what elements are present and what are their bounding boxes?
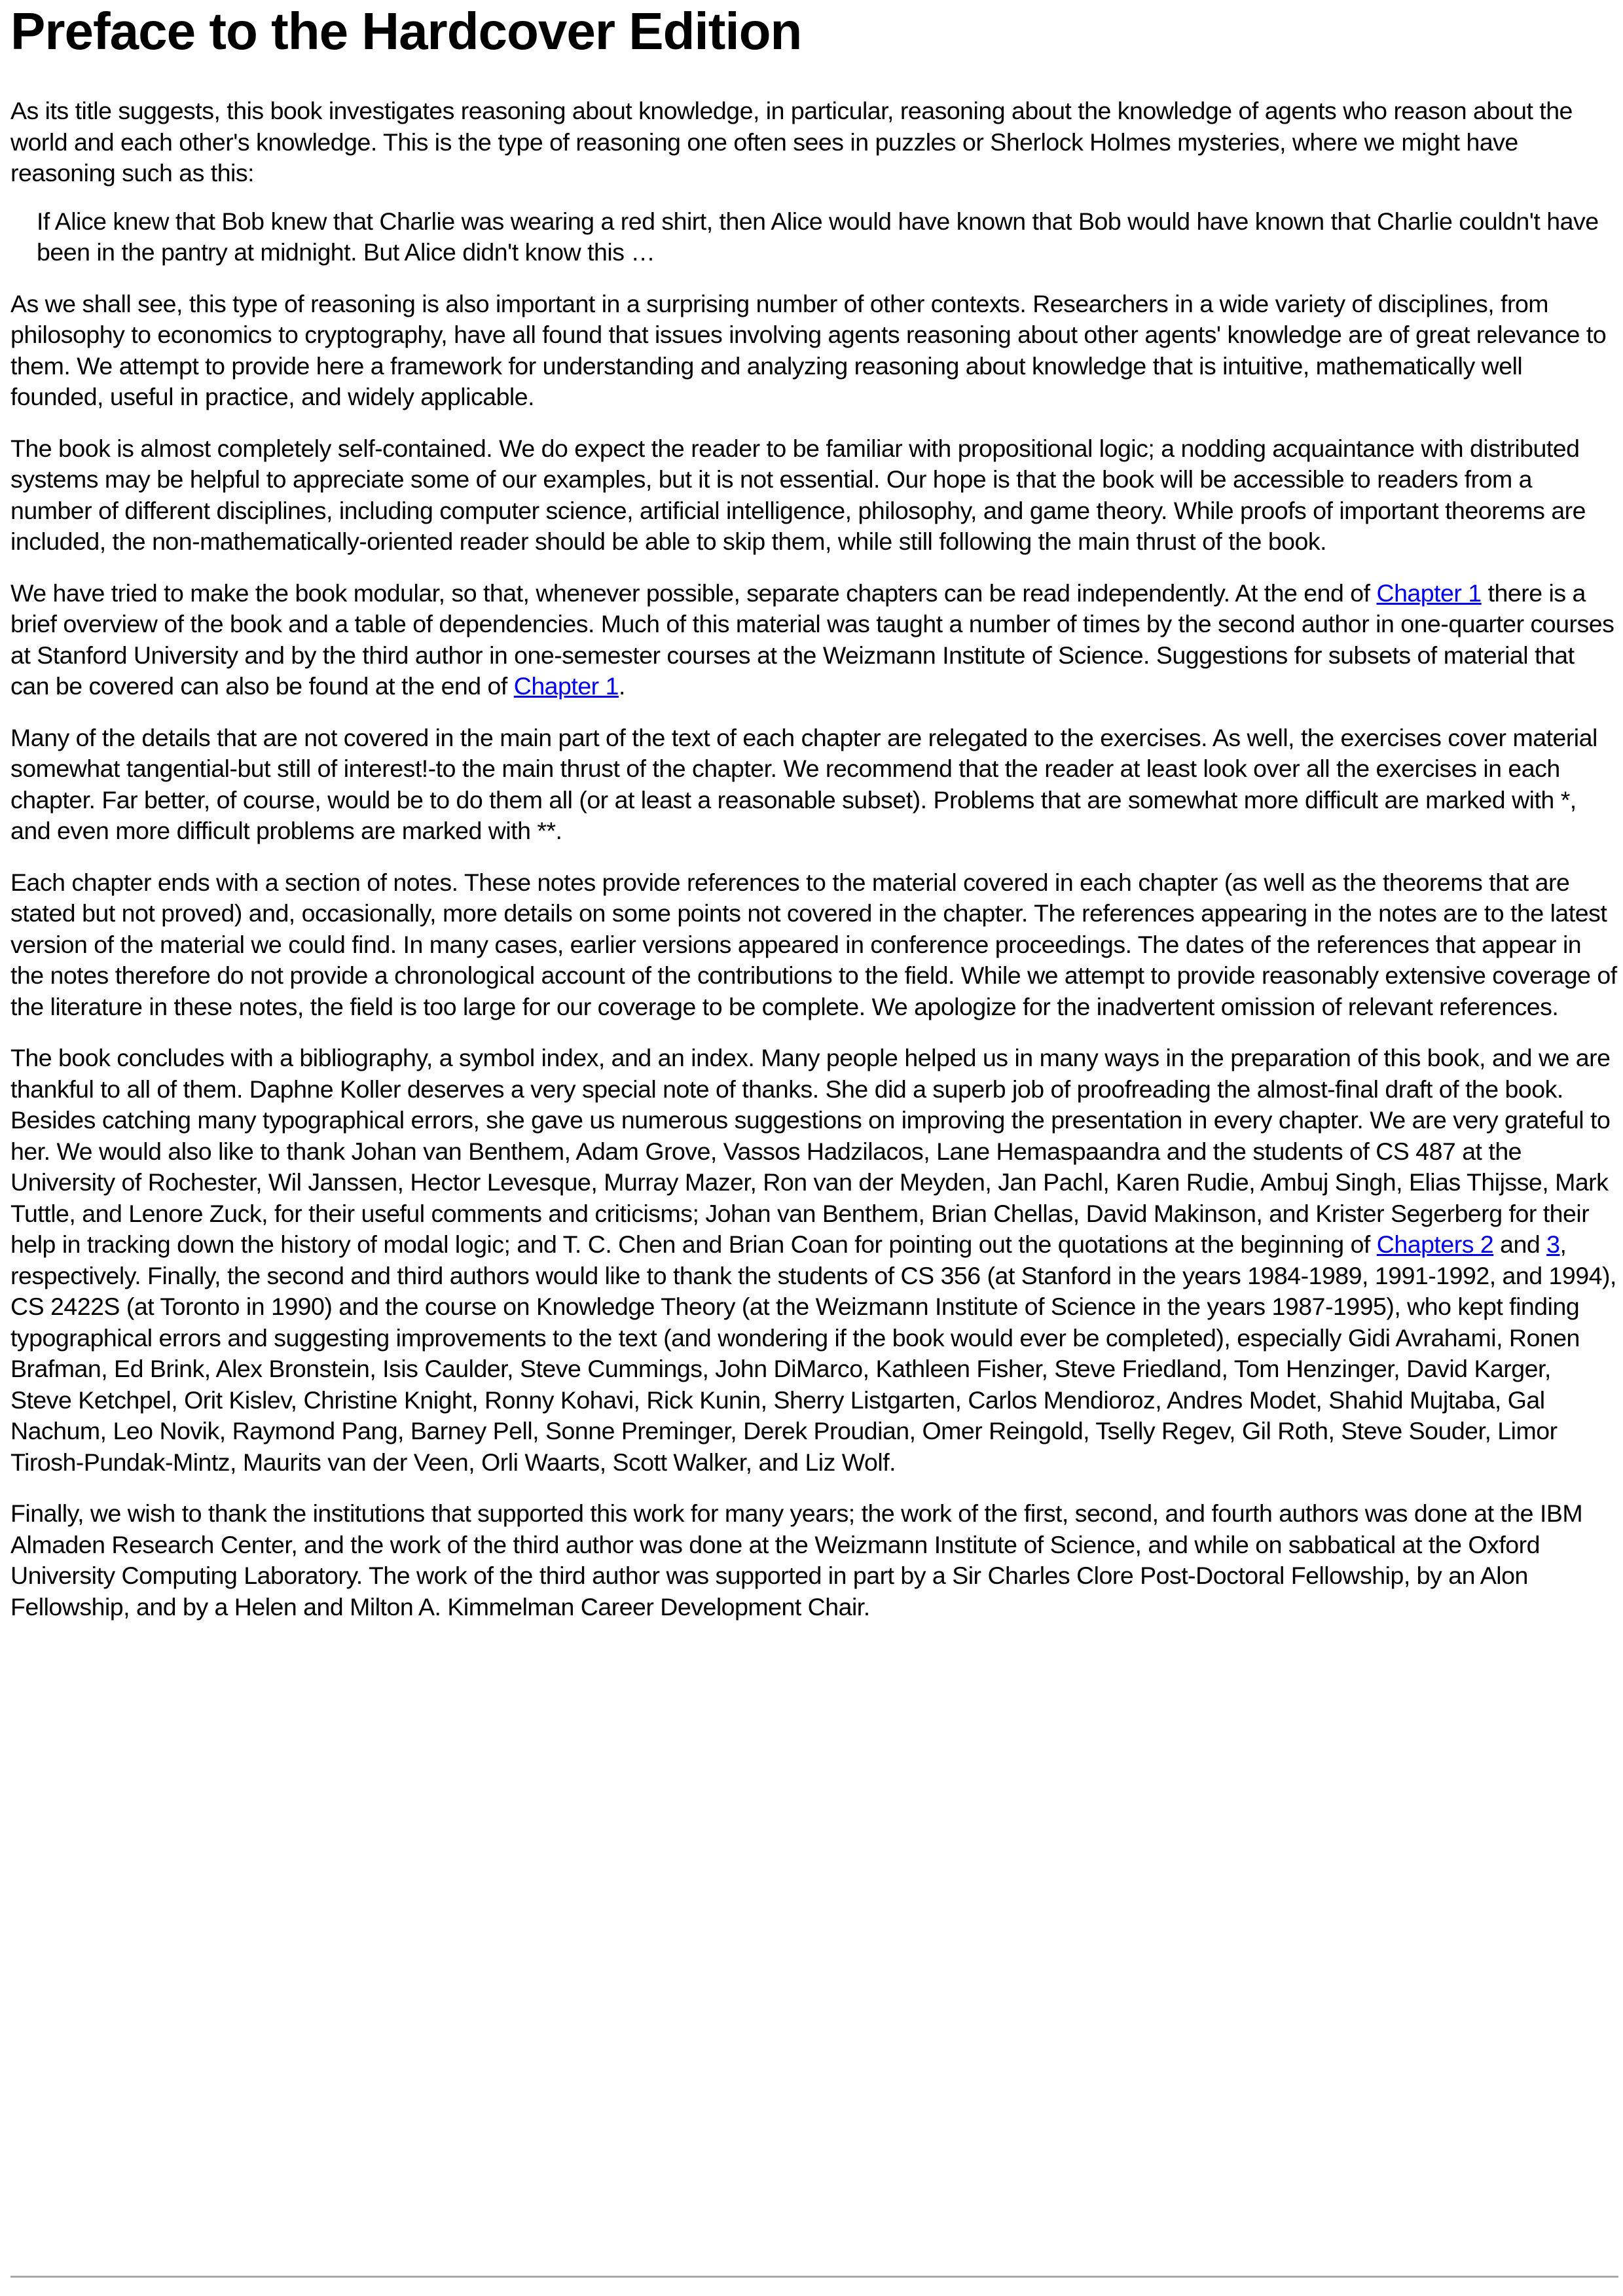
paragraph-intro: As its title suggests, this book investigates reasoning about knowledge, in particular, reasoning about the knowledge of agents who reason about the world and each other's knowledge. This is the type of reasoning one often sees in puzzles or Sherlock Holmes mysteries, where we might have reasoning such as this: <box>10 97 1573 187</box>
paragraph-contexts: As we shall see, this type of reasoning is also important in a surprising number of other contexts. Researchers in a wide variety of disciplines, from philosophy to economics to cryptography, have all found that issues involving agents reasoning about other agents' knowledge are of great relevance to them. We attempt to provide here a framework for understanding and analyzing reasoning about knowledge that is intuitive, mathematically well founded, useful in practice, and widely applicable. <box>10 289 1607 410</box>
text-segment: . <box>618 672 625 700</box>
text-segment: The book concludes with a bibliography, a symbol index, and an index. Many people helped us in many ways in the preparation of this book, and we are thankful to all of them. Daphne Koller deserves a very special note of thanks. She did a superb job of proofreading the almost-final draft of the book. Besides catching many typographical errors, she gave us numerous suggestions on improving the presentation in every chapter. We are very grateful to her. We would also like to thank Johan van Benthem, Adam Grove, Vassos Hadzilacos, Lane Hemaspaandra and the students of CS 487 at the University of Rochester, Wil Janssen, Hector Levesque, Murray Mazer, Ron van der Meyden, Jan Pachl, Karen Rudie, Ambuj Singh, Elias Thijsse, Mark Tuttle, and Lenore Zuck, for their useful comments and criticisms; Johan van Benthem, Brian Chellas, David Makinson, and Krister Segerberg for their help in tracking down the history of modal logic; and T. C. Chen and Brian Coan for pointing out the quotations at the beginning of <box>10 1044 1611 1258</box>
paragraph-modular <box>10 578 1618 702</box>
document-page <box>10 0 1618 1623</box>
text-segment: there is a brief overview of the book and a table of dependencies. Much of this material was taught a number of times by the second author in one-quarter courses at Stanford University and by the third author in one-semester courses at the Weizmann Institute of Science. Suggestions for subsets of material that can be covered can also be found at the end of <box>10 579 1614 700</box>
link-chapter-1[interactable]: Chapter 1 <box>1376 579 1482 607</box>
text-segment: and <box>1493 1230 1547 1258</box>
text-segment: We have tried to make the book modular, so that, whenever possible, separate chapters can be read independently. At the end of <box>10 579 1377 607</box>
link-chapter-3[interactable]: 3 <box>1546 1230 1560 1258</box>
link-chapter-1-second[interactable]: Chapter 1 <box>513 672 619 700</box>
paragraph-notes: Each chapter ends with a section of notes. These notes provide references to the material covered in each chapter (as well as the theorems that are stated but not proved) and, occasionally, more details on some points not covered in the chapter. The references appearing in the notes are to the latest version of the material we could find. In many cases, earlier versions appeared in conference proceedings. The dates of the references that appear in the notes therefore do not provide a chronological account of the contributions to the field. While we attempt to provide reasonably extensive coverage of the literature in these notes, the field is too large for our coverage to be complete. We apologize for the inadvertent omission of relevant references. <box>10 868 1617 1020</box>
horizontal-divider <box>10 2276 1618 2278</box>
paragraph-exercises: Many of the details that are not covered in the main part of the text of each chapter are relegated to the exercises. As well, the exercises cover material somewhat tangential-but still of interest!-to the main thrust of the chapter. We recommend that the reader at least look over all the exercises in each chapter. Far better, of course, would be to do them all (or at least a reasonable subset). Problems that are somewhat more difficult are marked with *, and even more difficult problems are marked with **. <box>10 723 1597 844</box>
blockquote-alice: If Alice knew that Bob knew that Charlie was wearing a red shirt, then Alice would have known that Bob would have known that Charlie couldn't have been in the pantry at midnight. But Alice didn't know this … <box>37 207 1599 266</box>
paragraph-self-contained: The book is almost completely self-contained. We do expect the reader to be familiar with propositional logic; a nodding acquaintance with distributed systems may be helpful to appreciate some of our examples, but it is not essential. Our hope is that the book will be accessible to readers from a number of different disciplines, including computer science, artificial intelligence, philosophy, and game theory. While proofs of important theorems are included, the non-mathematically-oriented reader should be able to skip them, while still following the main thrust of the book. <box>10 434 1586 555</box>
page-title: Preface to the Hardcover Edition <box>10 2 802 60</box>
paragraph-institutions: Finally, we wish to thank the institutions that supported this work for many years; the work of the first, second, and fourth authors was done at the IBM Almaden Research Center, and the work of the third author was done at the Weizmann Institute of Science, and while on sabbatical at the Oxford University Computing Laboratory. The work of the third author was supported in part by a Sir Charles Clore Post-Doctoral Fellowship, by an Alon Fellowship, and by a Helen and Milton A. Kimmelman Career Development Chair. <box>10 1499 1583 1621</box>
text-segment: , respectively. Finally, the second and third authors would like to thank the students of CS 356 (at Stanford in the years 1984-1989, 1991-1992, and 1994), CS 2422S (at Toronto in 1990) and the course on Knowledge Theory (at the Weizmann Institute of Science in the years 1987-1995), who kept finding typographical errors and suggesting improvements to the text (and wondering if the book would ever be completed), especially Gidi Avrahami, Ronen Brafman, Ed Brink, Alex Bronstein, Isis Caulder, Steve Cummings, John DiMarco, Kathleen Fisher, Steve Friedland, Tom Henzinger, David Karger, Steve Ketchpel, Orit Kislev, Christine Knight, Ronny Kohavi, Rick Kunin, Sherry Listgarten, Carlos Mendioroz, Andres Modet, Shahid Mujtaba, Gal Nachum, Leo Novik, Raymond Pang, Barney Pell, Sonne Preminger, Derek Proudian, Omer Reingold, Tselly Regev, Gil Roth, Steve Souder, Limor Tirosh-Pundak-Mintz, Maurits van der Veen, Orli Waarts, Scott Walker, and Liz Wolf. <box>10 1230 1616 1476</box>
link-chapters-2[interactable]: Chapters 2 <box>1376 1230 1494 1258</box>
paragraph-acknowledgments <box>10 1043 1618 1478</box>
